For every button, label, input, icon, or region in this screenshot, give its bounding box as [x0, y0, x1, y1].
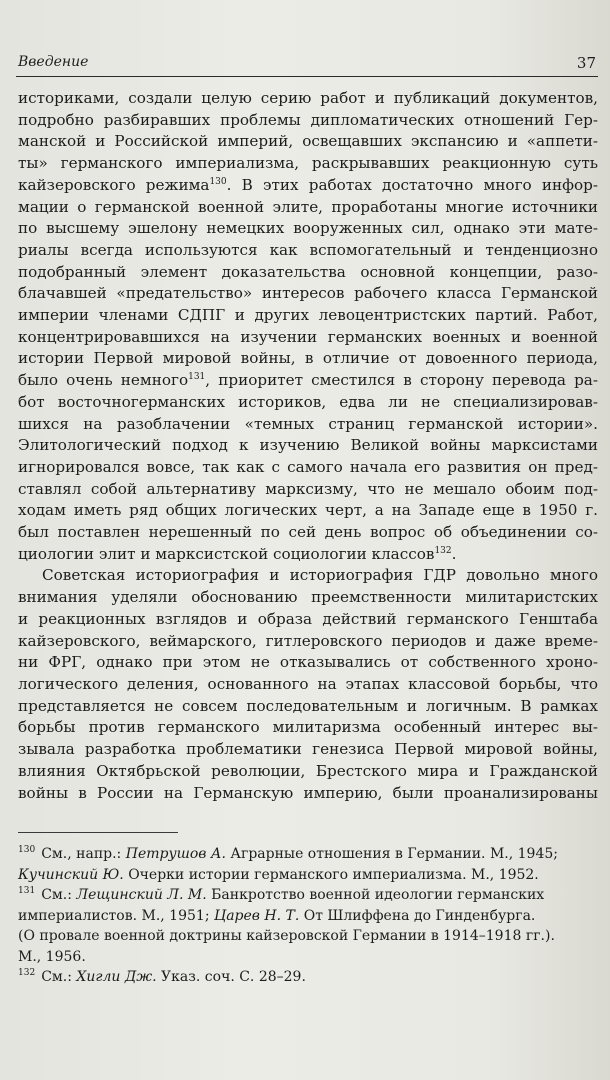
text-line: ставлял собой альтернативу марксизму, что не мешало обоим под- — [18, 479, 598, 498]
text-line: подробно разбиравших проблемы дипломатических отношений Гер- — [18, 110, 598, 129]
running-header — [16, 52, 598, 77]
footnote-130 — [18, 844, 598, 885]
text-line: риалы всегда используются как вспомогательный и тенденциозно — [18, 240, 598, 259]
text-line: был поставлен нерешенный по сей день вопрос об объединении со- — [18, 523, 598, 542]
footnote-text: Банкротство военной идеологии германских — [206, 887, 545, 903]
text-segment: кайзеровского режима — [18, 175, 210, 194]
footnote-number: 131 — [18, 886, 36, 897]
text-line: Элитологический подход к изучению Великой войны марксистами — [18, 436, 598, 455]
footnote-author: Кучинский Ю. — [18, 866, 124, 883]
text-line: игнорировался вовсе, так как с самого начала его развития он пред- — [18, 457, 598, 476]
footnote-divider — [18, 832, 178, 833]
main-text — [18, 88, 598, 804]
footnote-text: империалистов. М., 1951; — [18, 907, 214, 924]
footnote-author: Хигли Дж. — [76, 969, 157, 985]
text-line: ходам иметь ряд общих логических черт, а на Западе еще в 1950 г. — [18, 501, 598, 520]
footnote-text: См.: — [41, 969, 77, 985]
text-line: историками, создали целую серию работ и публикаций документов, — [18, 89, 598, 107]
footnote-text: От Шлиффена до Гинденбурга. — [299, 907, 536, 924]
text-line: мации о германской военной элите, проработаны многие источники — [18, 197, 598, 216]
text-line: концентрировавшихся на изучении германских военных и военной — [18, 327, 598, 346]
text-segment: . В этих работах достаточно много инфор- — [226, 175, 598, 194]
text-line: Советская историография и историография ГДР довольно много — [42, 566, 598, 585]
footnote-ref-132[interactable]: 132 — [434, 545, 452, 556]
chapter-title: Введение — [18, 54, 89, 70]
text-line: ни ФРГ, однако при этом не отказывались от собственного хроно- — [18, 653, 598, 672]
footnote-text: Указ. соч. С. 28–29. — [156, 969, 306, 985]
footnote-number: 132 — [18, 968, 36, 979]
footnote-text: Очерки истории германского империализма. М., 1952. — [123, 866, 539, 883]
page-number: 37 — [576, 54, 596, 72]
text-line: шихся на разоблачении «темных страниц германской истории». — [18, 414, 598, 433]
text-segment: , приоритет сместился в сторону перевода ра- — [205, 371, 598, 390]
footnote-text: См.: — [41, 887, 77, 903]
text-line: блачавшей «предательство» интересов рабочего класса Германской — [18, 284, 598, 303]
footnote-author: Лещинский Л. М. — [76, 887, 207, 903]
text-line: борьбы против германского милитаризма особенный интерес вы- — [18, 718, 598, 737]
text-line: логического деления, основанного на этапах классовой борьбы, что — [18, 674, 598, 693]
text-line: ты» германского империализма, раскрывавших реакционную суть — [18, 154, 598, 173]
text-line: подобранный элемент доказательства основной концепции, разо- — [18, 262, 598, 281]
footnote-131 — [18, 885, 598, 967]
text-line: кайзеровского, веймарского, гитлеровского периодов и даже време- — [18, 631, 598, 650]
footnote-ref-131[interactable]: 131 — [188, 372, 206, 383]
footnote-ref-130[interactable]: 130 — [209, 176, 227, 187]
text-segment: . — [451, 544, 457, 563]
text-line: влияния Октябрьской революции, Брестского мира и Гражданской — [18, 761, 598, 780]
text-line: зывала разработка проблематики генезиса Первой мировой войны, — [18, 740, 598, 759]
footnotes — [18, 844, 598, 988]
footnote-author: Петрушов А. — [125, 846, 226, 862]
text-line: и реакционных взглядов и образа действий германского Генштаба — [18, 609, 598, 628]
text-line — [18, 544, 598, 566]
text-line: истории Первой мировой войны, в отличие от довоенного периода, — [18, 349, 598, 368]
footnote-text: Аграрные отношения в Германии. М., 1945; — [225, 846, 558, 862]
footnote-132 — [18, 967, 598, 988]
text-line: представляется не совсем последовательным и логичным. В рамках — [18, 696, 598, 715]
footnote-author: Царев Н. Т. — [213, 907, 300, 924]
text-line: бот восточногерманских историков, едва ли не специализировав- — [18, 392, 598, 411]
footnote-text: См., напр.: — [41, 846, 126, 862]
text-line: по высшему эшелону немецких вооруженных сил, однако эти мате- — [18, 219, 598, 238]
text-segment: было очень немного — [18, 371, 189, 390]
text-line — [18, 370, 598, 392]
footnote-text: (О провале военной доктрины кайзеровской Германии в 1914–1918 гг.). — [18, 928, 555, 944]
text-line: манской и Российской империй, освещавших экспансию и «аппети- — [18, 132, 598, 151]
text-line: внимания уделяли обоснованию преемственности милитаристских — [18, 588, 598, 607]
footnote-number: 130 — [18, 845, 36, 856]
text-line: империи членами СДПГ и других левоцентристских партий. Работ, — [18, 306, 598, 325]
text-segment: циологии элит и марксистской социологии классов — [18, 544, 435, 563]
text-line: войны в России на Германскую империю, были проанализированы — [18, 783, 598, 802]
text-line — [18, 175, 598, 197]
footnote-text: М., 1956. — [18, 948, 86, 965]
